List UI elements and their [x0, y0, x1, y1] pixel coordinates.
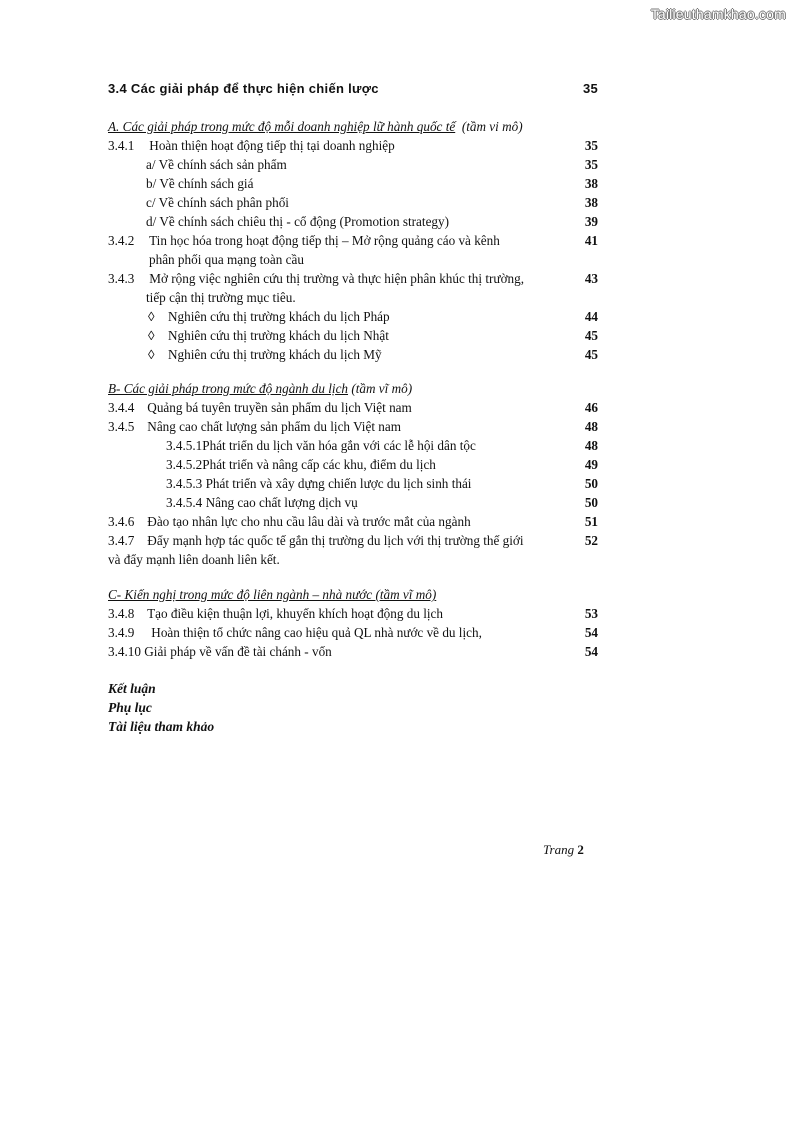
- toc-entry-3-4-2: 3.4.2 Tin học hóa trong hoạt động tiếp thị – Mở rộng quảng cáo và kênh 41: [108, 233, 598, 248]
- diamond-bullet-icon: ◊: [148, 347, 155, 362]
- toc-entry-continuation: tiếp cận thị trường mục tiêu.: [146, 290, 296, 305]
- closing-references: Tài liệu tham khảo: [108, 719, 215, 734]
- toc-entry-3-4-4: 3.4.4 Quảng bá tuyên truyền sản phẩm du lịch Việt nam 46: [108, 400, 598, 415]
- toc-subentry-3-4-5-3: 3.4.5.3 Phát triển và xây dựng chiến lược du lịch sinh thái 50: [166, 476, 598, 491]
- toc-subentry: c/ Về chính sách phân phối 38: [146, 195, 598, 210]
- toc-entry-3-4-8: 3.4.8 Tạo điều kiện thuận lợi, khuyến khích hoạt động du lịch 53: [108, 606, 598, 621]
- heading-page: 35: [582, 81, 598, 96]
- footer-page-number: 2: [577, 842, 584, 857]
- section-b-title: B- Các giải pháp trong mức độ ngành du lịch (tầm vĩ mô): [108, 381, 413, 396]
- toc-entry-3-4-5: 3.4.5 Nâng cao chất lượng sản phẩm du lịch Việt nam 48: [108, 419, 598, 434]
- toc-subentry-3-4-5-2: 3.4.5.2Phát triển và nâng cấp các khu, điểm du lịch 49: [166, 457, 598, 472]
- toc-subentry-3-4-5-1: 3.4.5.1Phát triển du lịch văn hóa gắn với các lễ hội dân tộc 48: [166, 438, 598, 453]
- footer-label: Trang: [543, 842, 575, 857]
- toc-bullet-entry: ◊ Nghiên cứu thị trường khách du lịch Mỹ 45: [148, 347, 598, 362]
- toc-entry-3-4-10: 3.4.10 Giải pháp về vấn đề tài chánh - vốn 54: [108, 644, 598, 659]
- watermark: Tailieuthamkhao.com: [650, 6, 786, 22]
- section-c-title: C- Kiến nghị trong mức độ liên ngành – nhà nước (tầm vĩ mô): [108, 587, 437, 602]
- toc-entry-3-4-7: 3.4.7 Đẩy mạnh hợp tác quốc tế gắn thị trường du lịch với thị trường thế giới 52: [108, 533, 598, 548]
- toc-entry-continuation: và đẩy mạnh liên doanh liên kết.: [108, 552, 280, 567]
- toc-subentry-3-4-5-4: 3.4.5.4 Nâng cao chất lượng dịch vụ 50: [166, 495, 598, 510]
- toc-entry-3-4-9: 3.4.9 Hoàn thiện tổ chức nâng cao hiệu quả QL nhà nước về du lịch, 54: [108, 625, 598, 640]
- section-heading: [108, 80, 598, 98]
- closing-appendix: Phụ lục: [108, 700, 152, 715]
- toc-entry-3-4-3: 3.4.3 Mở rộng việc nghiên cứu thị trường và thực hiện phân khúc thị trường, 43: [108, 271, 598, 286]
- toc-subentry: d/ Về chính sách chiêu thị - cổ động (Promotion strategy) 39: [146, 214, 598, 229]
- toc-bullet-entry: ◊ Nghiên cứu thị trường khách du lịch Pháp 44: [148, 309, 598, 324]
- diamond-bullet-icon: ◊: [148, 309, 155, 324]
- closing-conclusion: Kết luận: [108, 681, 156, 696]
- toc-subentry: b/ Về chính sách giá 38: [146, 176, 598, 191]
- heading-title: 3.4 Các giải pháp để thực hiện chiến lược: [108, 81, 379, 96]
- toc-subentry: a/ Về chính sách sản phẩm 35: [146, 157, 598, 172]
- section-a-title: A. Các giải pháp trong mức độ mỗi doanh nghiệp lữ hành quốc tế (tầm vi mô): [108, 119, 523, 134]
- toc-entry-3-4-1: 3.4.1 Hoàn thiện hoạt động tiếp thị tại doanh nghiệp 35: [108, 138, 598, 153]
- diamond-bullet-icon: ◊: [148, 328, 155, 343]
- toc-entry-continuation: phân phối qua mạng toàn cầu: [149, 252, 304, 267]
- page-footer: [543, 842, 584, 858]
- toc-bullet-entry: ◊ Nghiên cứu thị trường khách du lịch Nhật 45: [148, 328, 598, 343]
- toc-entry-3-4-6: 3.4.6 Đào tạo nhân lực cho nhu cầu lâu dài và trước mắt của ngành 51: [108, 514, 598, 529]
